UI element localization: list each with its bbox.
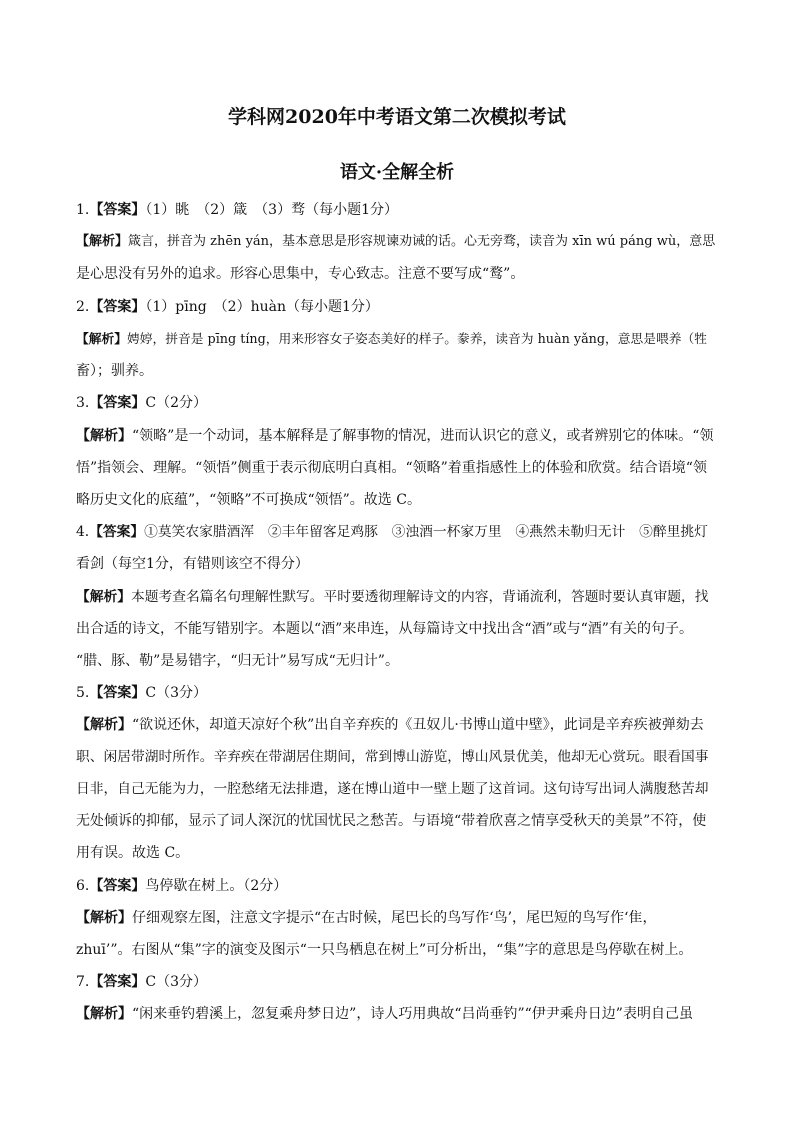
q3-analysis-text-1: “领略”是一个动词，基本解释是了解事物的情况，进而认识它的意义，或者辨别它的体味。“领 (132, 428, 714, 444)
q6-analysis-text-1: 仔细观察左图，注意文字提示“在古时候，尾巴长的鸟写作‘鸟’，尾巴短的鸟写作‘隹， (132, 910, 657, 926)
q4-answer-line-2: 看剑（每空1分，有错则该空不得分） (76, 556, 309, 572)
q1-answer-line (76, 200, 398, 220)
q6-answer-text: 鸟停歇在树上。（2分） (145, 878, 288, 894)
q7-answer-text: C（3分） (145, 974, 207, 990)
q6-analysis-label: 【解析】 (76, 910, 132, 926)
q1-analysis-line-1 (76, 232, 715, 252)
page-title: 学科网2020年中考语文第二次模拟考试 (228, 106, 566, 128)
q4-analysis-line-2: 出合适的诗文，不能写错别字。本题以“酒”来串连，从每篇诗文中找出含“酒”或与“酒”有关的句子。 (76, 621, 693, 637)
q2-answer-label: 【答案】 (89, 299, 146, 315)
q5-analysis-line-3: 日非，自己无能为力，一腔愁绪无法排遣，遂在博山道中一壁上题了这首词。这句诗写出词人满腹愁苦却 (76, 781, 709, 797)
page-subtitle: 语文·全解全析 (339, 162, 455, 183)
q1-answer-label: 【答案】 (89, 202, 146, 218)
q5-answer-text: C（3分） (145, 685, 207, 701)
q3-answer-line (76, 393, 207, 413)
q3-answer-text: C（2分） (145, 395, 207, 411)
q6-analysis-line-2: zhuī’”。右图从“集”字的演变及图示“一只鸟栖息在树上”可分析出，“集”字的意思是鸟停歇在树上。 (76, 942, 693, 958)
q2-answer-text: （1）pīng （2）huàn（每小题1分） (145, 299, 379, 315)
q2-analysis-line-1 (76, 330, 707, 350)
q4-analysis-text-1: 本题考查名篇名句理解性默写。平时要透彻理解诗文的内容，背诵流利，答题时要认真审题，找 (131, 589, 709, 605)
q2-analysis-label: 【解析】 (76, 332, 127, 347)
q5-analysis-line-2: 职、闲居带湖时所作。辛弃疾在带湖居住期间，常到博山游览，博山风景优美，他却无心赏玩。眼看国事 (76, 749, 709, 765)
q2-analysis-line-2: 畜）；驯养。 (76, 363, 153, 379)
q5-answer-line (76, 683, 207, 703)
q3-number: 3. (76, 395, 90, 411)
q4-number: 4. (76, 524, 90, 540)
q6-analysis-line-1 (76, 908, 657, 928)
q5-analysis-label: 【解析】 (76, 717, 132, 733)
q2-analysis-text-1: 娉婷，拼音是 pīng tíng，用来形容女子姿态美好的样子。豢养，读音为 huàn yǎng，意思是喂养（牲 (127, 332, 708, 347)
q4-answer-line-1 (76, 522, 708, 542)
q3-analysis-line-1 (76, 426, 713, 446)
q1-number: 1. (76, 202, 90, 218)
q1-analysis-text-1: 箴言，拼音为 zhēn yán，基本意思是形容规谏劝诫的话。心无旁骛，读音为 xīn wú páng wù，意思 (128, 234, 716, 249)
q1-analysis-line-2: 是心思没有另外的追求。形容心思集中，专心致志。注意不要写成“鹜”。 (76, 266, 525, 282)
q6-answer-line (76, 876, 287, 896)
q5-number: 5. (76, 685, 90, 701)
q4-analysis-line-3: “腊、豚、勒”是易错字，“归无计”易写成“无归计”。 (76, 653, 399, 669)
q7-answer-line (76, 972, 207, 992)
q1-analysis-label: 【解析】 (76, 234, 129, 249)
q5-analysis-line-4: 无处倾诉的抑郁，显示了词人深沉的忧国忧民之愁苦。与语境“带着欣喜之情享受秋天的美景”不符，使 (76, 813, 707, 829)
q3-answer-label: 【答案】 (89, 395, 146, 411)
q7-analysis-line-1 (76, 1004, 693, 1024)
q6-number: 6. (76, 878, 90, 894)
q3-analysis-line-3: 略历史文化的底蕴”，“领略”不可换成“领悟”。故选 C。 (76, 492, 421, 508)
q4-answer-label: 【答案】 (89, 524, 145, 540)
q5-analysis-line-1 (76, 715, 704, 735)
q2-number: 2. (76, 299, 90, 315)
q7-analysis-text-1: “闲来垂钓碧溪上，忽复乘舟梦日边”，诗人巧用典故“吕尚垂钓”“伊尹乘舟日边”表明自己虽 (132, 1006, 693, 1022)
q7-number: 7. (76, 974, 90, 990)
q3-analysis-label: 【解析】 (76, 428, 132, 444)
q4-analysis-label: 【解析】 (76, 589, 132, 605)
q5-answer-label: 【答案】 (89, 685, 146, 701)
q5-analysis-line-5: 用有误。故选 C。 (76, 845, 190, 861)
q2-answer-line (76, 297, 379, 317)
q4-analysis-line-1 (76, 587, 709, 607)
q7-analysis-label: 【解析】 (76, 1006, 132, 1022)
q4-answer-text-1: ①莫笑农家腊酒浑 ②丰年留客足鸡豚 ③浊酒一杯家万里 ④燕然未勒归无计 ⑤醉里挑灯 (144, 524, 708, 540)
q6-answer-label: 【答案】 (89, 878, 146, 894)
q5-analysis-text-1: “欲说还休，却道天凉好个秋”出自辛弃疾的《丑奴儿·书博山道中壁》，此词是辛弃疾被弹劾去 (132, 717, 704, 733)
q7-answer-label: 【答案】 (89, 974, 146, 990)
q1-answer-text: （1）眺 （2）箴 （3）骛（每小题1分） (145, 202, 398, 218)
q3-analysis-line-2: 悟”指领会、理解。“领悟”侧重于表示彻底明白真相。“领略”着重指感性上的体验和欣赏。结合语境“领 (76, 460, 707, 476)
